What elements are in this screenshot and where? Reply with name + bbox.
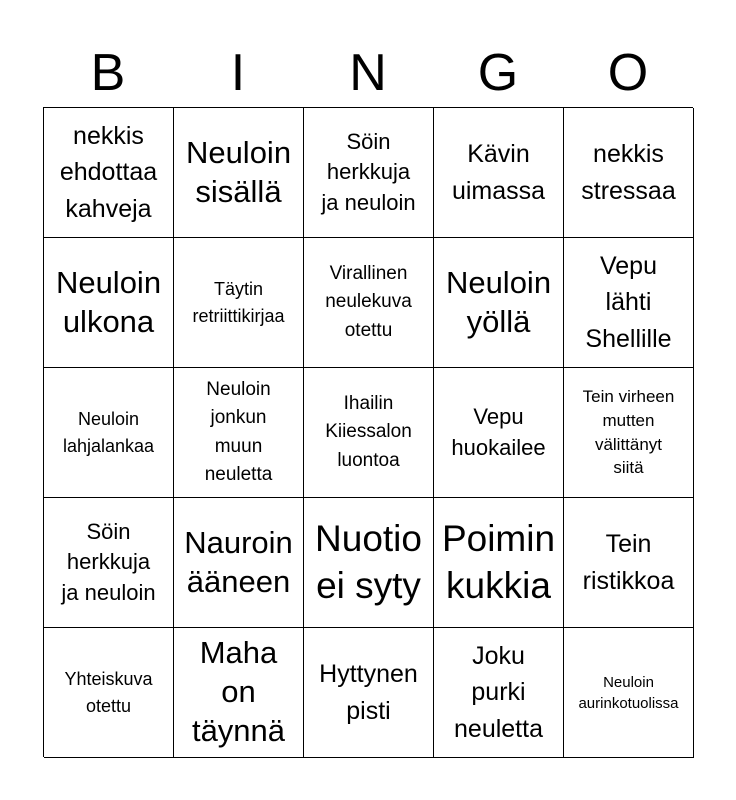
bingo-cell[interactable]: Tein virheen mutten välittänyt siitä xyxy=(564,368,694,498)
bingo-cell[interactable]: Neuloin sisällä xyxy=(174,108,304,238)
bingo-cell[interactable]: Täytin retriittikirjaa xyxy=(174,238,304,368)
bingo-cell[interactable]: Neuloin lahjalankaa xyxy=(44,368,174,498)
header-letter-o: O xyxy=(607,44,649,102)
bingo-cell[interactable]: Nuotio ei syty xyxy=(304,498,434,628)
bingo-cell[interactable]: Poimin kukkia xyxy=(434,498,564,628)
bingo-cell[interactable]: Nauroin ääneen xyxy=(174,498,304,628)
bingo-cell[interactable]: Vepu huokailee xyxy=(434,368,564,498)
bingo-cell[interactable]: Söin herkkuja ja neuloin xyxy=(44,498,174,628)
header-letter-g: G xyxy=(477,44,519,102)
header-letter-n: N xyxy=(349,44,387,102)
bingo-cell[interactable]: Maha on täynnä xyxy=(174,628,304,758)
bingo-cell[interactable]: Neuloin aurinkotuolissa xyxy=(564,628,694,758)
header-letter-i: I xyxy=(230,44,246,102)
bingo-cell[interactable]: Neuloin jonkun muun neuletta xyxy=(174,368,304,498)
bingo-cell[interactable]: Joku purki neuletta xyxy=(434,628,564,758)
bingo-board xyxy=(43,107,693,757)
bingo-cell[interactable]: Kävin uimassa xyxy=(434,108,564,238)
bingo-cell[interactable]: Hyttynen pisti xyxy=(304,628,434,758)
bingo-cell[interactable]: Virallinen neulekuva otettu xyxy=(304,238,434,368)
bingo-cell[interactable]: Söin herkkuja ja neuloin xyxy=(304,108,434,238)
bingo-cell[interactable]: Ihailin Kiiessalon luontoa xyxy=(304,368,434,498)
bingo-cell[interactable]: Yhteiskuva otettu xyxy=(44,628,174,758)
bingo-cell[interactable]: Tein ristikkoa xyxy=(564,498,694,628)
header-letter-b: B xyxy=(90,44,126,102)
bingo-header xyxy=(43,40,693,106)
bingo-cell[interactable]: Neuloin yöllä xyxy=(434,238,564,368)
bingo-cell[interactable]: Neuloin ulkona xyxy=(44,238,174,368)
bingo-cell[interactable]: nekkis ehdottaa kahveja xyxy=(44,108,174,238)
bingo-cell[interactable]: nekkis stressaa xyxy=(564,108,694,238)
bingo-cell[interactable]: Vepu lähti Shellille xyxy=(564,238,694,368)
